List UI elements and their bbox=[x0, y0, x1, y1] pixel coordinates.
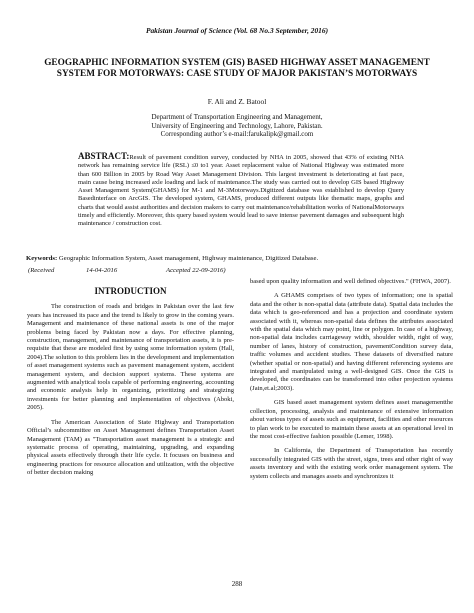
right-paragraph-4: In California, the Department of Transportation has recently successfully integrated GIS with the street, signs, trees and other right of way assets inventory and with the existing work order management system. The system collects and manages assets and synchronizes it bbox=[250, 447, 453, 480]
abstract-heading: ABSTRACT: bbox=[78, 151, 130, 161]
affiliation-line-university: University of Engineering and Technology, Lahore, Pakistan. bbox=[151, 121, 323, 130]
paper-title: GEOGRAPHIC INFORMATION SYSTEM (GIS) BASED HIGHWAY ASSET MANAGEMENT SYSTEM FOR MOTORWAYS: CASE STUDY OF MAJOR PAKISTAN’S MOTORWAYS bbox=[44, 58, 430, 80]
keywords-heading: Keywords: bbox=[26, 255, 58, 262]
right-paragraph-2: A GHAMS comprises of two types of information; one is spatial data and the other is non-spatial data (attribute data). Spatial data includes the data which is geo-referenced and has a projection and coordinate system associated with it, whereas non-spatial data defines the attributes associated with the spatial data which may point, line or polygon. In case of a highway, non-spatial data includes carriageway width, shoulder width, right of way, number of lanes, history of construction, pavementCondition survey data, traffic volumes and accident studies. These datasets of diversified nature (whether spatial or non-spatial) and having different referencing systems are integrated and manipulated using a well-designed GIS. Once the GIS is developed, the coordinates can be transformed into other projection systems (Jain,et.al;2003). bbox=[250, 292, 453, 392]
abstract-text: Result of pavement condition survey, conducted by NHA in 2005, showed that 43% of existing NHA network has remaining service life (RSL) ≤0 to1 year. Asset replacement value of National Highway was estimated more than 600 Billion in 2005 by Road Way Asset Management Division. This largest investment is deteriorating at fast pace, main cause being increased axle loading and lack of maintenance.The study was carried out to develop GIS based Highway Asset Management System(GHAMS) for M-1 and M-3Motorways.Digitized database was established to develop Query Basedinterface on ArcGIS. The developed system, GHAMS, produced different outputs like thematic maps, graphs and charts that would assist authorities and decision makers to carry out maintenance/rehabilitation works of NationalMotorways timely and efficiently. Moreover, this query based system would lead to save intense pavement damages and subsequent high maintenance / construction cost. bbox=[78, 154, 404, 228]
page-number: 288 bbox=[231, 580, 243, 588]
affiliation bbox=[0, 113, 474, 139]
abstract bbox=[78, 152, 404, 229]
intro-paragraph-1: The construction of roads and bridges in Pakistan over the last few years has increased its pace and the trend is likely to grow in the coming years. Management and maintenance of these national assets is one of the major problems being faced by Pakistan now a days. For effective planning, construction, management, and maintenance of transportation assets, it is pre-requisite that these are modeled first by using some information system (Hall, 2004).The solution to this problem lies in the development and implementation of asset management systems such as pavement management system, accident management system, and decision support systems. These systems are augmented with analytical tools capable of performing engineering, accounting and economic analysis help in organizing, prioritizing and strategizing investments for better planning and implementation of objectives (Aboki, 2005). bbox=[27, 303, 234, 412]
right-paragraph-1: based upon quality information and well defined objectives." (FHWA, 2007). bbox=[250, 278, 451, 285]
journal-header: Pakistan Journal of Science (Vol. 68 No.3 September, 2016) bbox=[145, 26, 329, 35]
affiliation-line-email: Corresponding author’s e-mail:farukalipk@gmail.com bbox=[160, 130, 314, 139]
keywords bbox=[26, 255, 452, 263]
received-label: (Received bbox=[28, 267, 55, 274]
accepted-date: Accepted 22-09-2016) bbox=[166, 267, 226, 274]
right-paragraph-3: GIS based asset management system defines asset managementthe collection, processing, analysis and maintenance of extensive information about various types of assets such as equipment, facilities and other resources to plan work to be executed to maintain these assets at an operational level in the most cost-effective fashion possible (Lemer, 1998). bbox=[250, 399, 453, 440]
received-date: 14-04-2016 bbox=[86, 267, 118, 274]
introduction-heading: INTRODUCTION bbox=[94, 286, 167, 296]
left-column bbox=[27, 287, 234, 484]
affiliation-line-department: Department of Transportation Engineering and Management, bbox=[151, 113, 323, 121]
intro-paragraph-2: The American Association of State Highway and Transportation Official’s subcommittee on Asset Management defines Transportation Asset Management (TAM) as "Transportation asset management is a strategic and systematic process of operating, maintaining, upgrading, and expanding physical assets effectively through their life cycle. It focuses on business and engineering practices for resource allocation and utilization, with the objective of better decision making bbox=[27, 418, 234, 477]
right-column bbox=[250, 278, 453, 487]
keywords-text: Geographic Information System, Asset management, Highway maintenance, Digitized Database. bbox=[58, 255, 319, 262]
authors: F. Ali and Z. Batool bbox=[207, 97, 267, 106]
